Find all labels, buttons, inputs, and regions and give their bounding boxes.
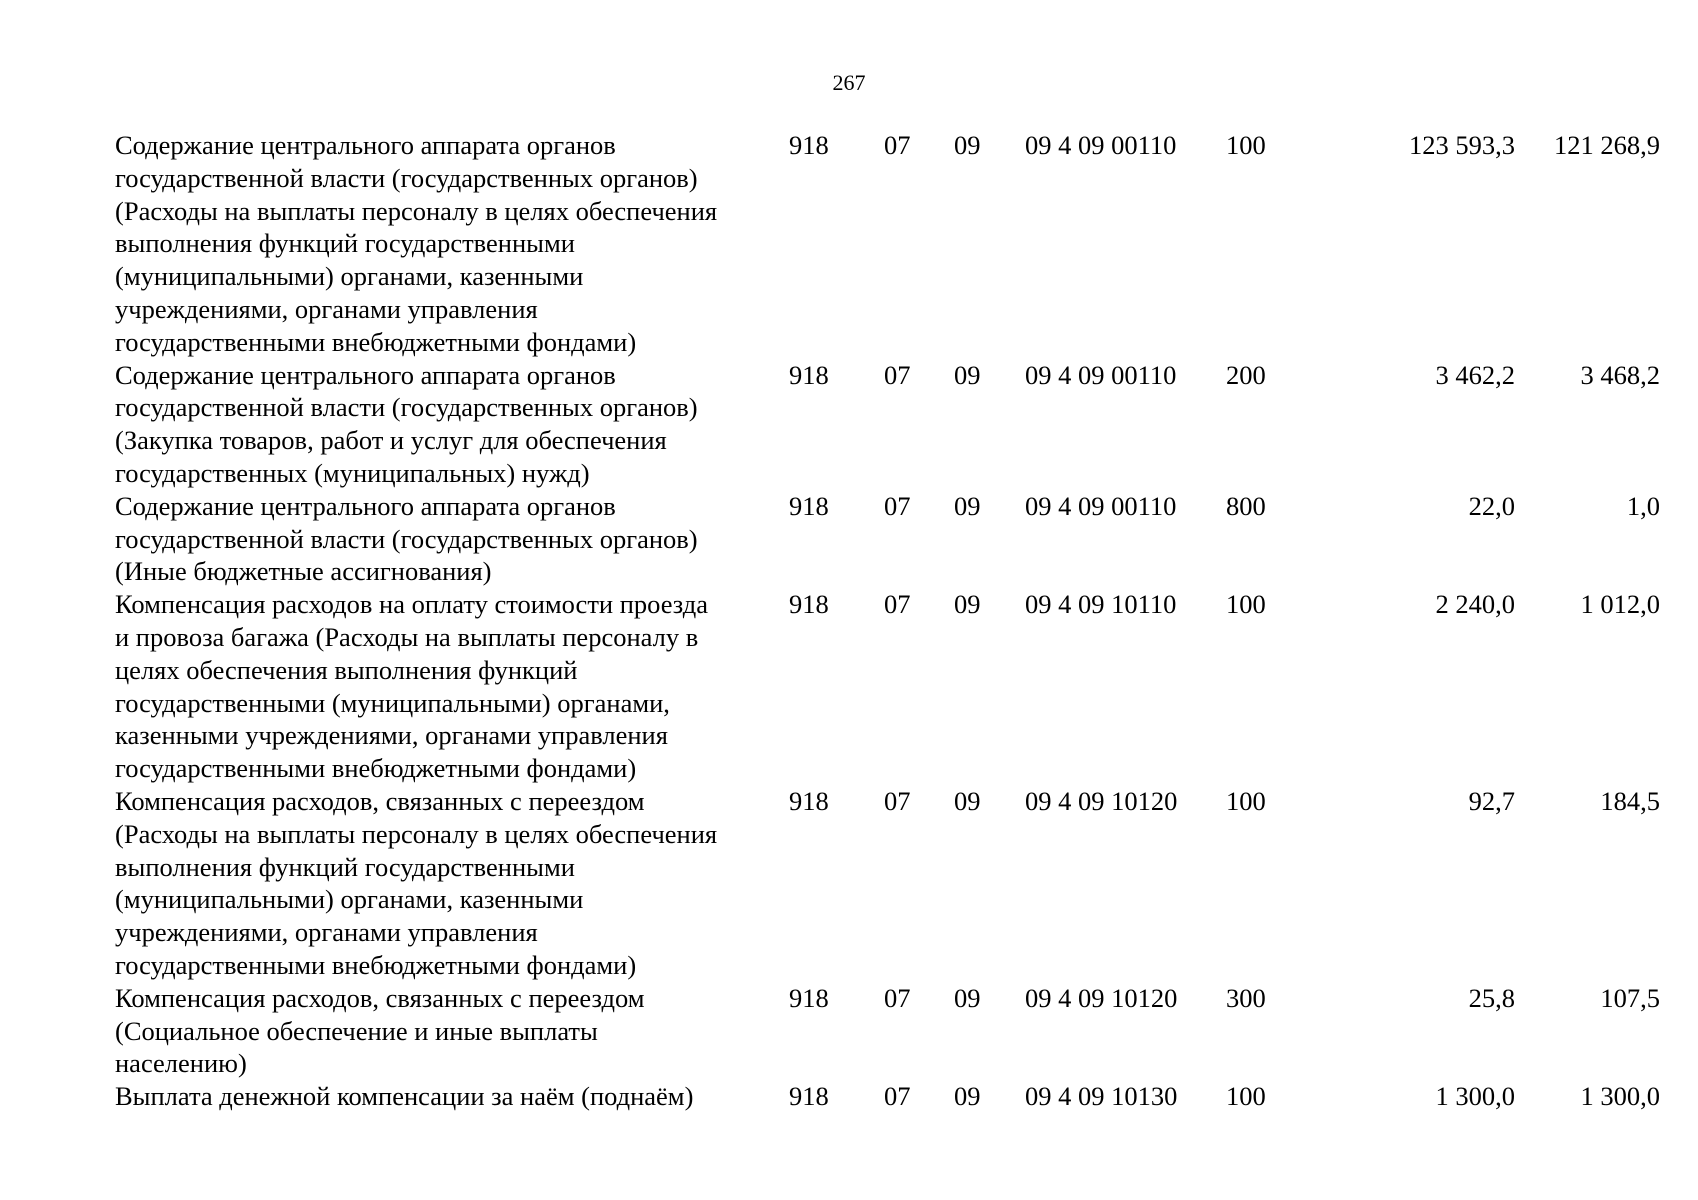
description-line: учреждениями, органами управления xyxy=(115,917,538,948)
table-row xyxy=(115,490,1660,588)
amount-year2-cell: 121 268,9 xyxy=(1554,130,1660,160)
subsection-cell: 09 xyxy=(954,130,981,160)
budget-table xyxy=(115,129,1660,1113)
section-cell: 07 xyxy=(884,1081,911,1112)
description-line: (Закупка товаров, работ и услуг для обеспечения xyxy=(115,425,667,456)
section-cell: 07 xyxy=(884,785,911,816)
table-row xyxy=(115,359,1660,490)
description-line: государственными внебюджетными фондами) xyxy=(115,326,637,357)
description-line: государственных (муниципальных) нужд) xyxy=(115,457,590,488)
description-line: Компенсация расходов на оплату стоимости проезда xyxy=(115,589,709,620)
description-line: Содержание центрального аппарата органов xyxy=(115,490,616,521)
table-row xyxy=(115,982,1660,1080)
description-cell xyxy=(115,982,789,1080)
description-line: (Социальное обеспечение и иные выплаты xyxy=(115,1015,598,1046)
amount-year1-cell: 3 462,2 xyxy=(1435,359,1515,390)
budget-code-cell: 918 xyxy=(789,785,829,816)
description-line: учреждениями, органами управления xyxy=(115,293,538,324)
amount-year2-cell: 3 468,2 xyxy=(1580,359,1660,390)
amount-year2-cell: 107,5 xyxy=(1600,982,1660,1013)
description-line: государственными внебюджетными фондами) xyxy=(115,753,637,784)
description-line: государственными (муниципальными) органами, xyxy=(115,687,670,718)
amount-year2-cell: 1 012,0 xyxy=(1580,589,1660,620)
description-line: государственной власти (государственных органов) xyxy=(115,162,698,193)
subsection-cell: 09 xyxy=(954,359,981,390)
table-row xyxy=(115,588,1660,785)
section-cell: 07 xyxy=(884,359,911,390)
budget-code-cell: 918 xyxy=(789,130,829,160)
subsection-cell: 09 xyxy=(954,1081,981,1112)
amount-year1-cell: 1 300,0 xyxy=(1435,1081,1515,1112)
target-article-cell: 09 4 09 00110 xyxy=(1025,490,1177,521)
description-cell xyxy=(115,129,789,359)
description-line: казенными учреждениями, органами управления xyxy=(115,720,668,751)
subsection-cell: 09 xyxy=(954,982,981,1013)
description-line: государственными внебюджетными фондами) xyxy=(115,949,637,980)
amount-year1-cell: 92,7 xyxy=(1468,785,1515,816)
table-body xyxy=(115,129,1660,1113)
target-article-cell: 09 4 09 10120 xyxy=(1025,982,1178,1013)
section-cell: 07 xyxy=(884,490,911,521)
amount-year1-cell: 123 593,3 xyxy=(1409,130,1515,160)
description-line: выполнения функций государственными xyxy=(115,851,575,882)
amount-year1-cell: 22,0 xyxy=(1468,490,1515,521)
description-line: (Расходы на выплаты персоналу в целях обеспечения xyxy=(115,195,718,226)
description-line: Компенсация расходов, связанных с переездом xyxy=(115,982,645,1013)
target-article-cell: 09 4 09 10120 xyxy=(1025,785,1178,816)
expense-type-cell: 100 xyxy=(1226,1081,1266,1112)
description-line: Выплата денежной компенсации за наём (поднаём) xyxy=(115,1081,694,1112)
budget-code-cell: 918 xyxy=(789,589,829,620)
amount-year2-cell: 184,5 xyxy=(1600,785,1660,816)
amount-year1-cell: 25,8 xyxy=(1468,982,1515,1013)
expense-type-cell: 800 xyxy=(1226,490,1266,521)
budget-code-cell: 918 xyxy=(789,1081,829,1112)
target-article-cell: 09 4 09 10110 xyxy=(1025,589,1177,620)
section-cell: 07 xyxy=(884,589,911,620)
expense-type-cell: 200 xyxy=(1226,359,1266,390)
description-cell xyxy=(115,359,789,490)
budget-code-cell: 918 xyxy=(789,982,829,1013)
description-cell xyxy=(115,490,789,588)
description-line: (муниципальными) органами, казенными xyxy=(115,884,584,915)
budget-code-cell: 918 xyxy=(789,490,829,521)
description-line: и провоза багажа (Расходы на выплаты персоналу в xyxy=(115,621,699,652)
description-line: Содержание центрального аппарата органов xyxy=(115,130,616,160)
description-line: государственной власти (государственных органов) xyxy=(115,392,698,423)
page-number: 267 xyxy=(832,70,866,95)
table-row xyxy=(115,129,1660,359)
description-line: Компенсация расходов, связанных с переездом xyxy=(115,785,645,816)
budget-code-cell: 918 xyxy=(789,359,829,390)
expense-type-cell: 100 xyxy=(1226,589,1266,620)
section-cell: 07 xyxy=(884,130,911,160)
subsection-cell: 09 xyxy=(954,785,981,816)
description-cell xyxy=(115,588,789,785)
description-line: (Иные бюджетные ассигнования) xyxy=(115,556,492,587)
description-cell xyxy=(115,785,789,982)
target-article-cell: 09 4 09 00110 xyxy=(1025,359,1177,390)
description-line: целях обеспечения выполнения функций xyxy=(115,654,578,685)
target-article-cell: 09 4 09 00110 xyxy=(1025,130,1177,160)
amount-year2-cell: 1,0 xyxy=(1626,490,1660,521)
description-line: (Расходы на выплаты персоналу в целях обеспечения xyxy=(115,818,718,849)
description-line: (муниципальными) органами, казенными xyxy=(115,261,584,292)
description-line: государственной власти (государственных органов) xyxy=(115,523,698,554)
expense-type-cell: 300 xyxy=(1226,982,1266,1013)
description-line: выполнения функций государственными xyxy=(115,228,575,259)
description-cell xyxy=(115,1080,789,1113)
description-line: населению) xyxy=(115,1048,247,1079)
table-row xyxy=(115,1080,1660,1113)
target-article-cell: 09 4 09 10130 xyxy=(1025,1081,1178,1112)
expense-type-cell: 100 xyxy=(1226,130,1266,160)
expense-type-cell: 100 xyxy=(1226,785,1266,816)
amount-year2-cell: 1 300,0 xyxy=(1580,1081,1660,1112)
table-row xyxy=(115,785,1660,982)
subsection-cell: 09 xyxy=(954,589,981,620)
description-line: Содержание центрального аппарата органов xyxy=(115,359,616,390)
subsection-cell: 09 xyxy=(954,490,981,521)
amount-year1-cell: 2 240,0 xyxy=(1435,589,1515,620)
section-cell: 07 xyxy=(884,982,911,1013)
